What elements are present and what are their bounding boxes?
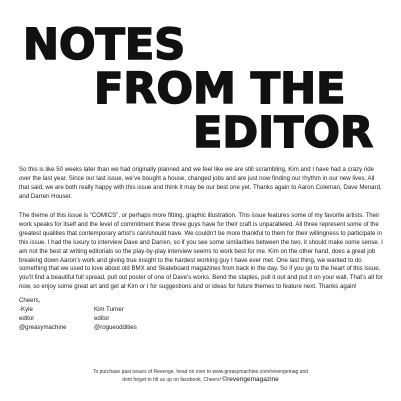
footer-line-2 — [0, 376, 401, 384]
intro-paragraph: So this is like 50 weeks later than we had originally planned and we feel like we are still scrambling, Kim and I have had a crazy ride over the last year. Since our last issue, we’ve bought a house, changed jobs and are just now finding our rhythm in our new lives. All that said, we are both really happy with this issue and think it may be our best one yet. Thanks again to Aaron Coleman, Dave Menard, and Darren Houser. — [19, 166, 382, 200]
footer-line-2-text: dont forget to hit us up on facebook. Cheers! — [122, 377, 221, 383]
instagram-handle: ©revengemagazine — [222, 376, 279, 383]
footer-note — [0, 369, 401, 384]
signoff-kim-line: editor — [94, 314, 110, 322]
headline-line-1: NOTES — [23, 20, 186, 70]
signoff-kim — [94, 306, 137, 333]
signoff-kyle-handle: @greasymachine — [19, 323, 67, 331]
signoff-kyle-line: -Kyle — [19, 305, 33, 313]
signoff-kyle-line: Cheers, — [19, 297, 41, 304]
headline-line-3: EDITOR — [193, 108, 374, 158]
headline-line-2: FROM THE — [94, 64, 346, 114]
signoff-kyle — [19, 297, 67, 333]
signoff-kim-line: Kim Turner — [94, 306, 124, 313]
signoff-kyle-line: editor — [19, 314, 35, 322]
theme-paragraph: The theme of this issue is “COMICS”, or perhaps more fitting, graphic illustration. This issue features some of my favorite artists. Their work speaks for itself and the level of commitment these three guys have for their craft is unparalleled. All three represent some of the greatest qualities that contemporary artist’s can/should have. We couldn’t be more thankful to them for their willingness to participate in this issue. I had the luxury to interview Dave and Darren, so if you see some similarities between the two, it should make some sense. I am not the best at writing editorials so the play-by-play interview seems to work best for me. Kim on the other hand, does a great job breaking down Aaron’s work and giving true insight to the hardest working guy I have ever met. One last thing, we wanted to do something that we used to love about old BMX and Skateboard magazines from back in the day. So if you go to the heart of this issue, you’ll find a beautiful full spread, pull out poster of one of Dave’s works. Bend the staples, pull it out and put it on your wall. That’s all for now, so enjoy some great art and get at Kim or I for suggestions and or ideas for future themes to feature next. Thanks again! — [19, 212, 383, 291]
footer-line-1: To purchase past issues of Revenge, head on over to www.greasymachine.com/revengemag and — [92, 369, 309, 375]
signoff-kim-handle: @rogueoddities — [94, 323, 137, 331]
